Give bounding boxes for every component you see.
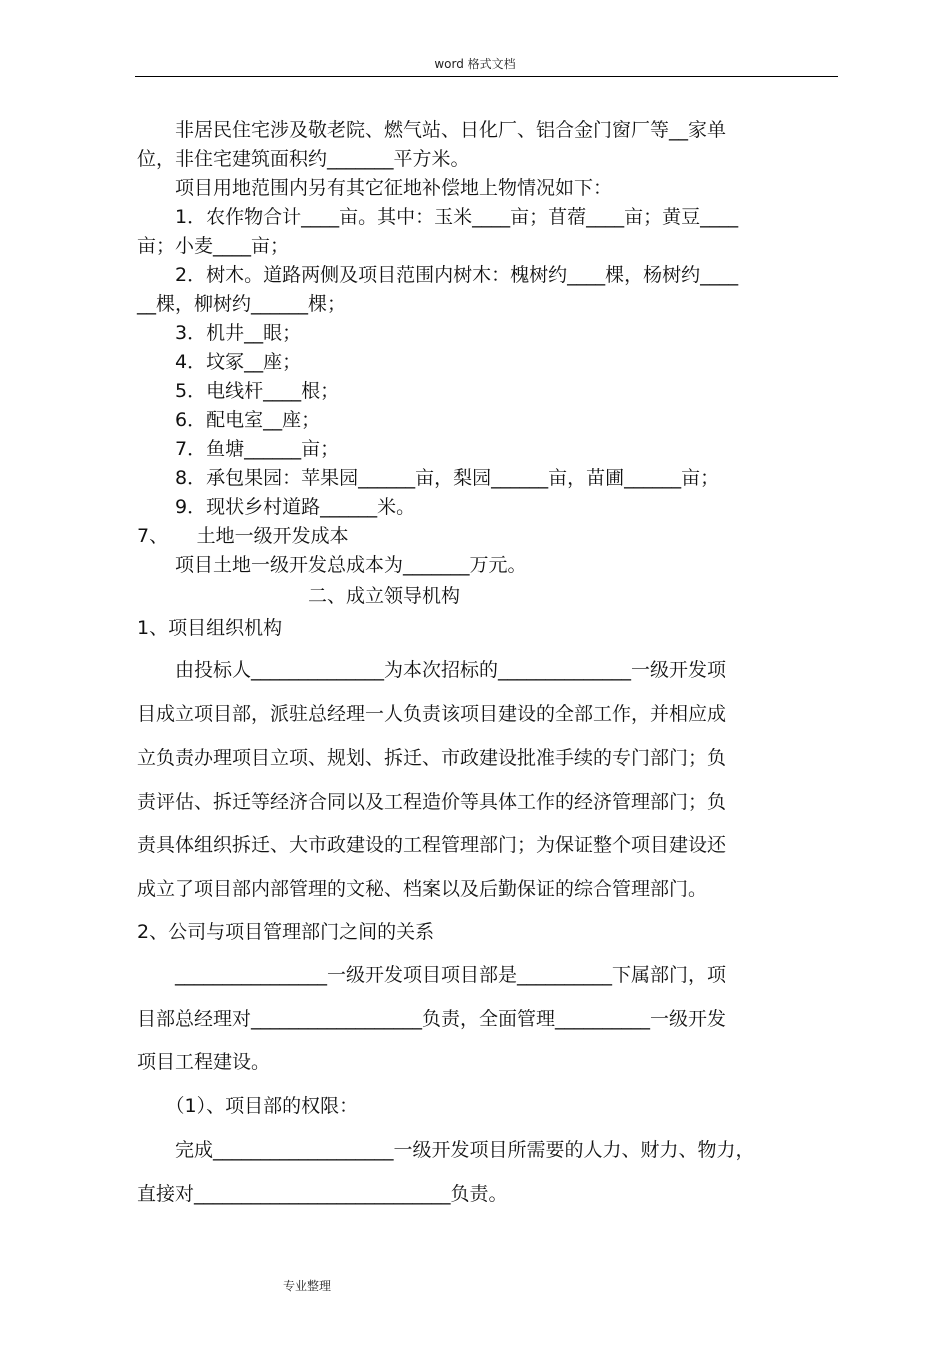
section-heading: 1、项目组织机构 [137,617,283,639]
body-line: 亩；小麦____亩； [137,235,290,257]
page-footer: 专业整理 [283,1279,332,1293]
body-line: 8．承包果园：苹果园______亩，梨园______亩，苗圃______亩； [137,467,720,489]
body-line: 直接对___________________________负责。 [137,1183,508,1205]
body-line: 1．农作物合计____亩。其中：玉米____亩；苜蓿____亩；黄豆____ [137,206,739,228]
body-line: ________________一级开发项目项目部是__________下属部门，项 [137,964,727,986]
body-line: 2．树木。道路两侧及项目范围内树木：槐树约____棵，杨树约____ [137,264,739,286]
body-line: 责具体组织拆迁、大市政建设的工程管理部门；为保证整个项目建设还 [137,834,727,856]
body-line: 目部总经理对__________________负责，全面管理__________一级开发 [137,1008,727,1030]
body-line: 5．电线杆____根； [137,380,340,402]
body-line: 4．坟冢__座； [137,351,302,373]
body-line: 项目土地一级开发总成本为_______万元。 [137,554,527,576]
body-line: __棵，柳树约______棵； [137,293,347,315]
header-rule [135,76,838,77]
body-line: 责评估、拆迁等经济合同以及工程造价等具体工作的经济管理部门；负 [137,791,727,813]
section-heading: 7、 土地一级开发成本 [137,525,349,547]
page-header: word 格式文档 [434,57,516,71]
sub-heading: （1）、项目部的权限： [137,1095,359,1117]
body-line: 3．机井__眼； [137,322,302,344]
body-line: 目成立项目部，派驻总经理一人负责该项目建设的全部工作，并相应成 [137,703,727,725]
body-line: 6．配电室__座； [137,409,321,431]
body-line: 位，非住宅建筑面积约_______平方米。 [137,148,470,170]
body-line: 成立了项目部内部管理的文秘、档案以及后勤保证的综合管理部门。 [137,878,708,900]
body-line: 项目工程建设。 [137,1051,271,1073]
body-line: 非居民住宅涉及敬老院、燃气站、日化厂、铝合金门窗厂等__家单 [137,119,727,141]
section-heading: 2、公司与项目管理部门之间的关系 [137,921,435,943]
body-line: 9．现状乡村道路______米。 [137,496,416,518]
body-line: 项目用地范围内另有其它征地补偿地上物情况如下： [137,177,613,199]
body-line: 完成___________________一级开发项目所需要的人力、财力、物力， [137,1139,755,1161]
chapter-title: 二、成立领导机构 [137,585,461,607]
body-line: 7．鱼塘______亩； [137,438,340,460]
body-line: 立负责办理项目立项、规划、拆迁、市政建设批准手续的专门部门；负 [137,747,727,769]
body-line: 由投标人______________为本次招标的______________一级开发项 [137,659,727,681]
